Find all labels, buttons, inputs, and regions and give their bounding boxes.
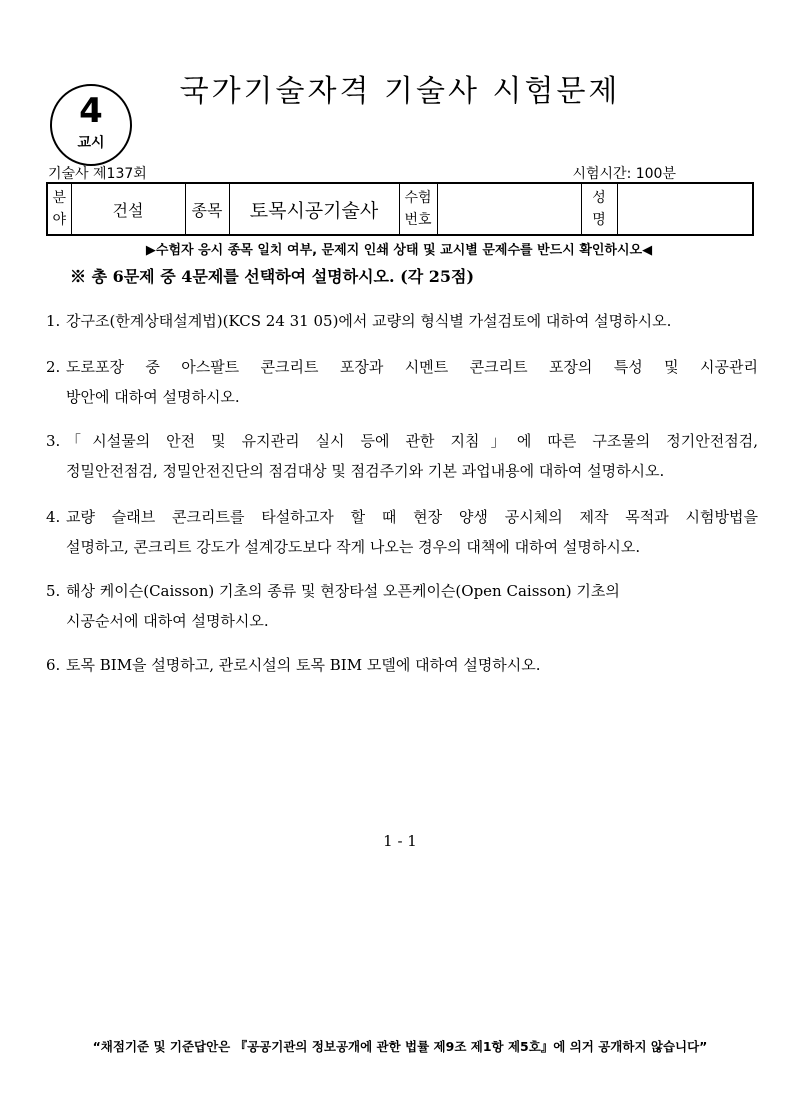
question-line: 도로포장 중 아스팔트 콘크리트 포장과 시멘트 콘크리트 포장의 특성 및 시공관리 bbox=[66, 358, 758, 376]
question-line: 정밀안전점검, 정밀안전진단의 점검대상 및 점검주기와 기본 과업내용에 대하여 설명하시오. bbox=[66, 462, 665, 480]
question-line: 「시설물의 안전 및 유지관리 실시 등에 관한 지침」에 따른 구조물의 정기안전점검, bbox=[66, 432, 758, 450]
field-label-top: 분 bbox=[52, 190, 67, 206]
question-line: 설명하고, 콘크리트 강도가 설계강도보다 작게 나오는 경우의 대책에 대하여 설명하시오. bbox=[66, 538, 641, 556]
question-4 bbox=[46, 502, 758, 562]
category-label: 종목 bbox=[185, 183, 229, 235]
category-value: 토목시공기술사 bbox=[229, 183, 399, 235]
question-line: 시공순서에 대하여 설명하시오. bbox=[66, 612, 269, 630]
name-label-cell bbox=[581, 183, 617, 235]
session-number: 4 bbox=[79, 91, 103, 131]
exam-no-field[interactable] bbox=[437, 183, 581, 235]
name-field[interactable] bbox=[617, 183, 753, 235]
question-number: 4. bbox=[46, 508, 61, 526]
exam-no-label-bottom: 번호 bbox=[404, 212, 432, 228]
question-1 bbox=[46, 306, 758, 336]
question-number: 5. bbox=[46, 582, 61, 600]
question-line: 토목 BIM을 설명하고, 관로시설의 토목 BIM 모델에 대하여 설명하시오. bbox=[66, 656, 541, 674]
question-number: 3. bbox=[46, 432, 61, 450]
exam-no-label-cell bbox=[399, 183, 437, 235]
question-line: 강구조(한계상태설계법)(KCS 24 31 05)에서 교량의 형식별 가설검토에 대하여 설명하시오. bbox=[66, 312, 672, 330]
question-5 bbox=[46, 576, 758, 636]
check-notice: ▶수험자 응시 종목 일치 여부, 문제지 인쇄 상태 및 교시별 문제수를 반드시 확인하시오◀ bbox=[145, 243, 653, 258]
exam-no-label-top: 수험 bbox=[404, 190, 432, 206]
page-number: 1 - 1 bbox=[383, 832, 417, 850]
field-label-bottom: 야 bbox=[52, 212, 67, 228]
exam-type: 기술사 제137회 bbox=[48, 166, 147, 182]
exam-time: 시험시간: 100분 bbox=[572, 166, 676, 182]
question-3 bbox=[46, 426, 758, 486]
question-number: 6. bbox=[46, 656, 61, 674]
question-line: 교량 슬래브 콘크리트를 타설하고자 할 때 현장 양생 공시체의 제작 목적과 시험방법을 bbox=[66, 508, 758, 526]
candidate-info-table bbox=[46, 182, 754, 236]
session-label: 교시 bbox=[77, 135, 105, 151]
question-line: 방안에 대하여 설명하시오. bbox=[66, 388, 240, 406]
question-6 bbox=[46, 650, 758, 680]
question-line: 해상 케이슨(Caisson) 기초의 종류 및 현장타설 오픈케이슨(Open Caisson) 기초의 bbox=[66, 582, 620, 600]
page-title: 국가기술자격 기술사 시험문제 bbox=[179, 74, 621, 109]
instruction: ※ 총 6문제 중 4문제를 선택하여 설명하시오. (각 25점) bbox=[70, 267, 475, 286]
field-label-cell bbox=[47, 183, 71, 235]
name-label-bottom: 명 bbox=[592, 212, 606, 228]
footer-disclaimer: “채점기준 및 기준답안은 『공공기관의 정보공개에 관한 법률 제9조 제1항 제5호』에 의거 공개하지 않습니다” bbox=[92, 1039, 708, 1054]
question-number: 1. bbox=[46, 312, 61, 330]
field-value: 건설 bbox=[71, 183, 185, 235]
name-label-top: 성 bbox=[592, 190, 606, 206]
question-number: 2. bbox=[46, 358, 61, 376]
session-badge bbox=[50, 84, 132, 166]
question-2 bbox=[46, 352, 758, 412]
